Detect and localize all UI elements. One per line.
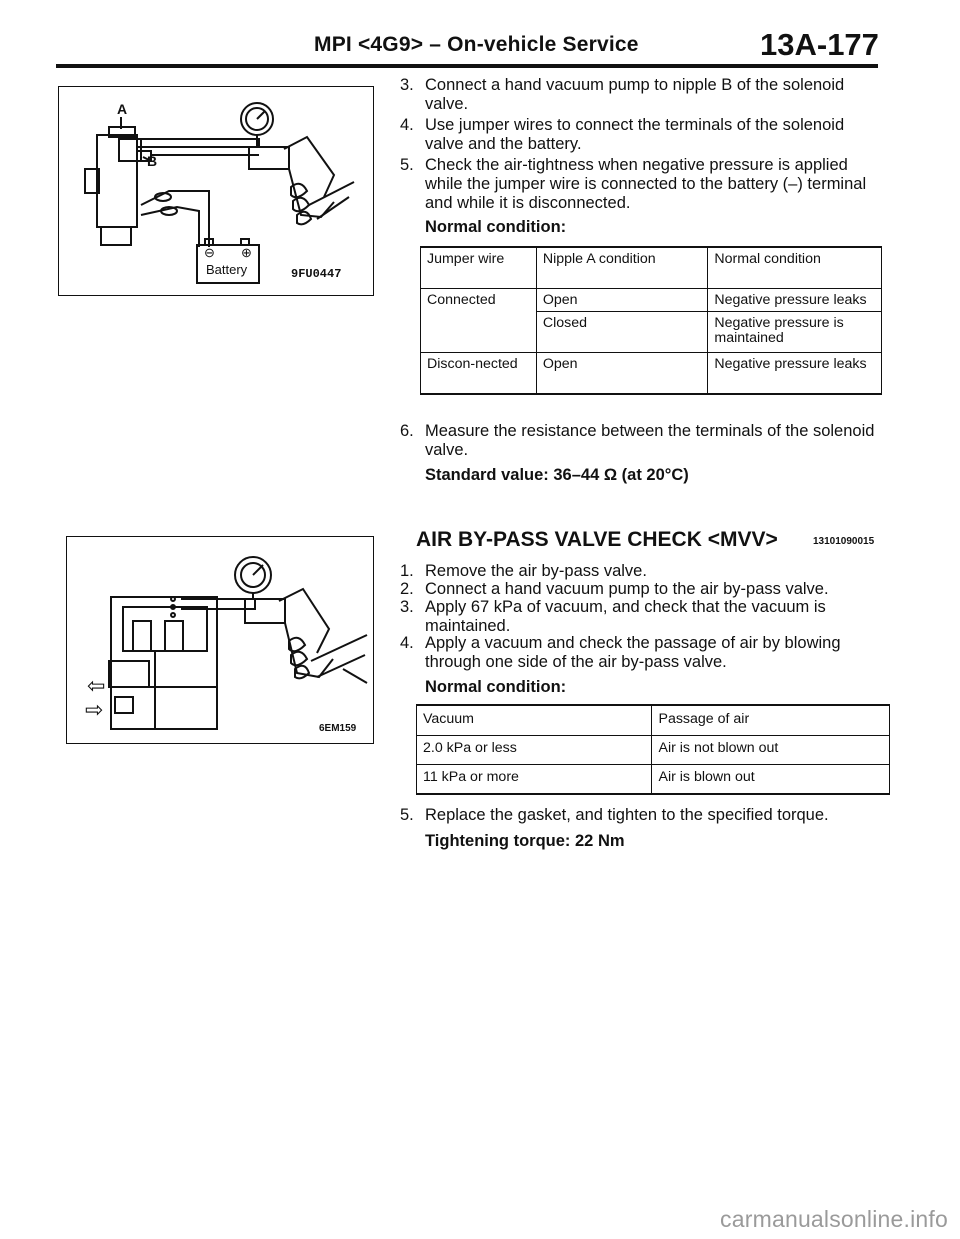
section-code: 13101090015 [813, 536, 875, 547]
table-cell: Open [536, 353, 708, 395]
battery-plus-symbol: ⊕ [241, 245, 252, 260]
battery-label: Battery [206, 262, 248, 277]
air-inlet-arrow-icon: ⇦ [87, 673, 106, 698]
table-row [421, 289, 882, 312]
table-header-row [417, 705, 890, 736]
solenoid-valve-figure [58, 86, 374, 296]
nipple-a-label: A [117, 101, 128, 117]
nipple-b-label: B [147, 153, 158, 169]
table-header-cell: Jumper wire [421, 247, 537, 289]
tightening-torque: Tightening torque: 22 Nm [425, 832, 625, 850]
table-row [417, 736, 890, 765]
solenoid-condition-table [420, 246, 882, 395]
table-cell: Air is blown out [652, 765, 890, 795]
battery-minus-symbol: ⊖ [204, 245, 215, 260]
table-header-cell: Nipple A condition [536, 247, 708, 289]
header-rule [56, 64, 878, 68]
table-header-cell: Passage of air [652, 705, 890, 736]
table-cell: Negative pressure is maintained [708, 312, 882, 353]
table-cell: Air is not blown out [652, 736, 890, 765]
table-cell: Closed [536, 312, 708, 353]
page-number: 13A-177 [760, 27, 879, 62]
normal-condition-label: Normal condition: [425, 678, 567, 696]
normal-condition-label: Normal condition: [425, 218, 567, 236]
air-outlet-arrow-icon: ⇨ [85, 697, 104, 722]
standard-value: Standard value: 36–44 Ω (at 20°C) [425, 466, 689, 484]
watermark: carmanualsonline.info [720, 1206, 948, 1232]
bypass-condition-table [416, 704, 890, 795]
page-header-title: MPI <4G9> – On-vehicle Service [314, 33, 639, 56]
table-header-cell: Normal condition [708, 247, 882, 289]
table-cell: Negative pressure leaks [708, 289, 882, 312]
table-cell: Open [536, 289, 708, 312]
table-header-row [421, 247, 882, 289]
air-bypass-valve-illustration [67, 537, 373, 743]
table-row [421, 353, 882, 395]
table-cell: Negative pressure leaks [708, 353, 882, 395]
table-row [417, 765, 890, 795]
figure-code: 9FU0447 [291, 267, 342, 281]
table-cell: 2.0 kPa or less [417, 736, 652, 765]
table-header-cell: Vacuum [417, 705, 652, 736]
section-heading: AIR BY-PASS VALVE CHECK <MVV> [416, 528, 778, 551]
table-cell: Connected [421, 289, 537, 353]
table-cell: Discon-nected [421, 353, 537, 395]
air-bypass-valve-figure [66, 536, 374, 744]
figure-code: 6EM159 [319, 723, 357, 734]
table-cell: 11 kPa or more [417, 765, 652, 795]
